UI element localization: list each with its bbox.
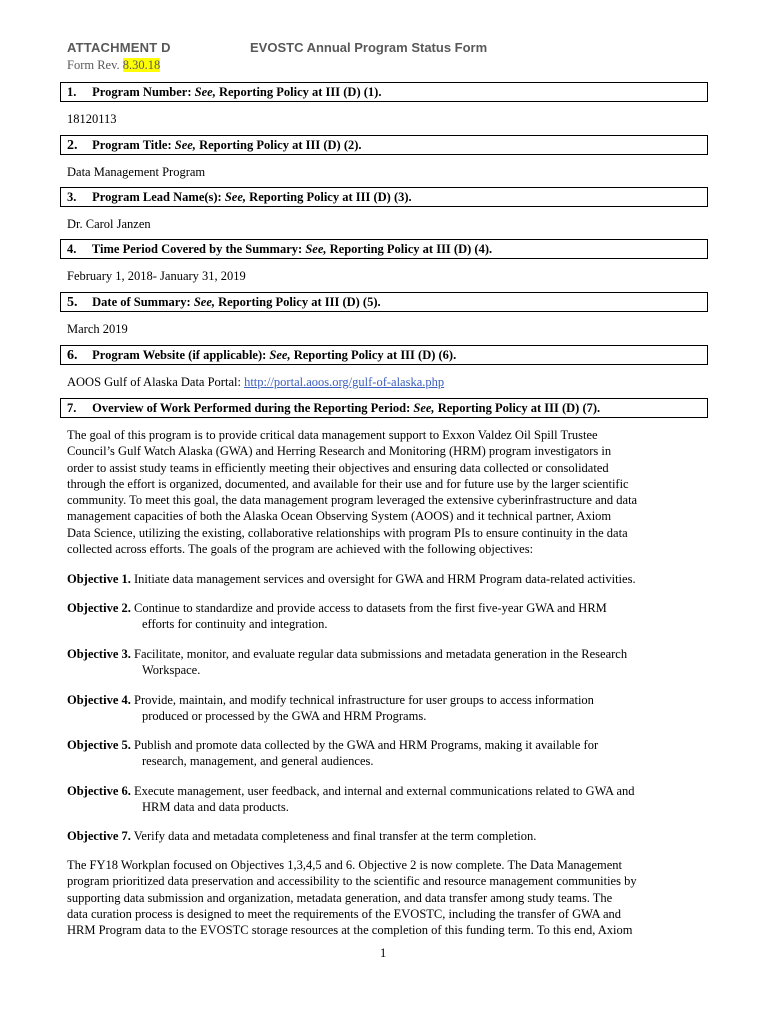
text-line: collected across efforts. The goals of the program are achieved with the following objectives: [67,542,534,557]
section-title: Program Lead Name(s): [92,190,222,204]
section-1-header [60,82,708,102]
text-line: The FY18 Workplan focused on Objectives 1,3,4,5 and 6. Objective 2 is now complete. The Data Management [67,858,622,872]
text-line: data curation process is designed to meet the requirements of the EVOSTC, including the transfer of GWA and [67,906,622,921]
page-number: 1 [380,946,387,960]
objective-3 [67,646,707,679]
objective-text-cont: HRM data and data products. [142,800,289,815]
website-link[interactable]: http://portal.aoos.org/gulf-of-alaska.php [244,375,445,389]
form-revision [67,58,171,73]
section-number: 2. [67,138,78,153]
policy-reference: Reporting Policy at III (D) (4). [329,242,493,256]
section-number: 7. [67,401,77,415]
see-label: See, [224,190,247,204]
form-rev-prefix: Form Rev. [67,58,123,72]
section-title: Program Number: [92,85,192,99]
section-4-header [60,239,708,259]
policy-reference: Reporting Policy at III (D) (1). [218,85,382,99]
section-2-header [60,135,708,155]
section-title: Program Website (if applicable): [92,348,267,362]
time-period: February 1, 2018- January 31, 2019 [67,269,246,283]
text-line: supporting data submission and organization, metadata generation, and data transfer among study teams. The [67,890,613,905]
text-line: The goal of this program is to provide critical data management support to Exxon Valdez Oil Spill Trustee [67,428,598,442]
policy-reference: Reporting Policy at III (D) (7). [437,401,601,415]
objective-1 [67,571,707,587]
objective-label: Objective 6. [67,784,131,798]
date-of-summary: March 2019 [67,322,128,336]
section-title: Program Title: [92,138,172,152]
section-6-header [60,345,708,365]
objective-label: Objective 4. [67,693,131,707]
website-prefix: AOOS Gulf of Alaska Data Portal: [67,375,245,389]
objective-text-cont: efforts for continuity and integration. [142,617,328,632]
objective-text: Continue to standardize and provide access to datasets from the first five-year GWA and HRM [130,601,607,615]
form-title: EVOSTC Annual Program Status Form [250,40,488,55]
text-line: management capacities of both the Alaska Ocean Observing System (AOOS) and it technical partner, Axiom [67,509,612,524]
text-line: Council’s Gulf Watch Alaska (GWA) and Herring Research and Monitoring (HRM) program investigators in [67,444,612,459]
header-left [67,40,171,73]
section-number: 6. [67,348,78,363]
objective-label: Objective 2. [67,601,131,615]
objective-text: Provide, maintain, and modify technical infrastructure for user groups to access information [130,693,594,707]
see-label: See, [174,138,196,152]
section-number: 5. [67,295,78,310]
policy-reference: Reporting Policy at III (D) (6). [293,348,457,362]
objective-text: Initiate data management services and oversight for GWA and HRM Program data-related activities. [130,572,636,586]
program-lead: Dr. Carol Janzen [67,217,151,231]
policy-reference: Reporting Policy at III (D) (3). [249,190,412,204]
see-label: See, [194,85,216,99]
attachment-label: ATTACHMENT D [67,40,171,55]
objective-text: Verify data and metadata completeness and final transfer at the term completion. [130,829,537,843]
see-label: See, [269,348,291,362]
text-line: program prioritized data preservation and accessibility to the scientific and resource management communities by [67,874,637,889]
text-line: through the effort is organized, documented, and available for their use and for future use by the larger scientific [67,476,629,491]
objective-text: Publish and promote data collected by the GWA and HRM Programs, making it available for [130,738,599,752]
section-3-header [60,187,708,207]
overview-paragraph [67,427,707,557]
program-title: Data Management Program [67,165,206,179]
program-number: 18120113 [67,112,117,126]
section-number: 1. [67,85,77,99]
objective-5 [67,737,707,770]
objective-label: Objective 7. [67,829,131,843]
workplan-paragraph [67,857,707,938]
section-5-header [60,292,708,312]
policy-reference: Reporting Policy at III (D) (2). [199,138,362,152]
text-line: order to assist study teams in efficiently meeting their objectives and ensuring data collected or consolidated [67,460,609,475]
section-title: Overview of Work Performed during the Reporting Period: [92,401,411,415]
objective-text: Execute management, user feedback, and internal and external communications related to GWA and [130,784,635,798]
see-label: See, [305,242,327,256]
objective-text-cont: produced or processed by the GWA and HRM Programs. [142,709,427,724]
policy-reference: Reporting Policy at III (D) (5). [218,295,381,309]
section-title: Date of Summary: [92,295,191,309]
section-7-header [60,398,708,418]
text-line: Data Science, utilizing the existing, collaborative relationships with program PIs to ensure continuity in the data [67,525,628,540]
section-number: 4. [67,242,77,256]
objective-7 [67,828,707,844]
text-line: HRM Program data to the EVOSTC storage resources at the completion of this funding term. To this end, Axiom [67,923,633,938]
form-rev-date: 8.30.18 [122,58,161,72]
see-label: See, [413,401,435,415]
objective-text: Facilitate, monitor, and evaluate regular data submissions and metadata generation in the Research [130,647,628,661]
objective-text-cont: Workspace. [142,663,201,678]
section-title: Time Period Covered by the Summary: [91,242,303,256]
see-label: See, [193,295,216,309]
objective-label: Objective 1. [67,572,131,586]
objective-6 [67,783,707,816]
objective-2 [67,600,707,633]
program-website [67,374,444,390]
objective-text-cont: research, management, and general audiences. [142,754,374,769]
text-line: community. To meet this goal, the data management program leveraged the extensive cyberinfrastructure and data [67,493,638,508]
objective-4 [67,692,707,725]
objective-label: Objective 5. [67,738,131,752]
objective-label: Objective 3. [67,647,131,661]
section-number: 3. [67,190,77,204]
